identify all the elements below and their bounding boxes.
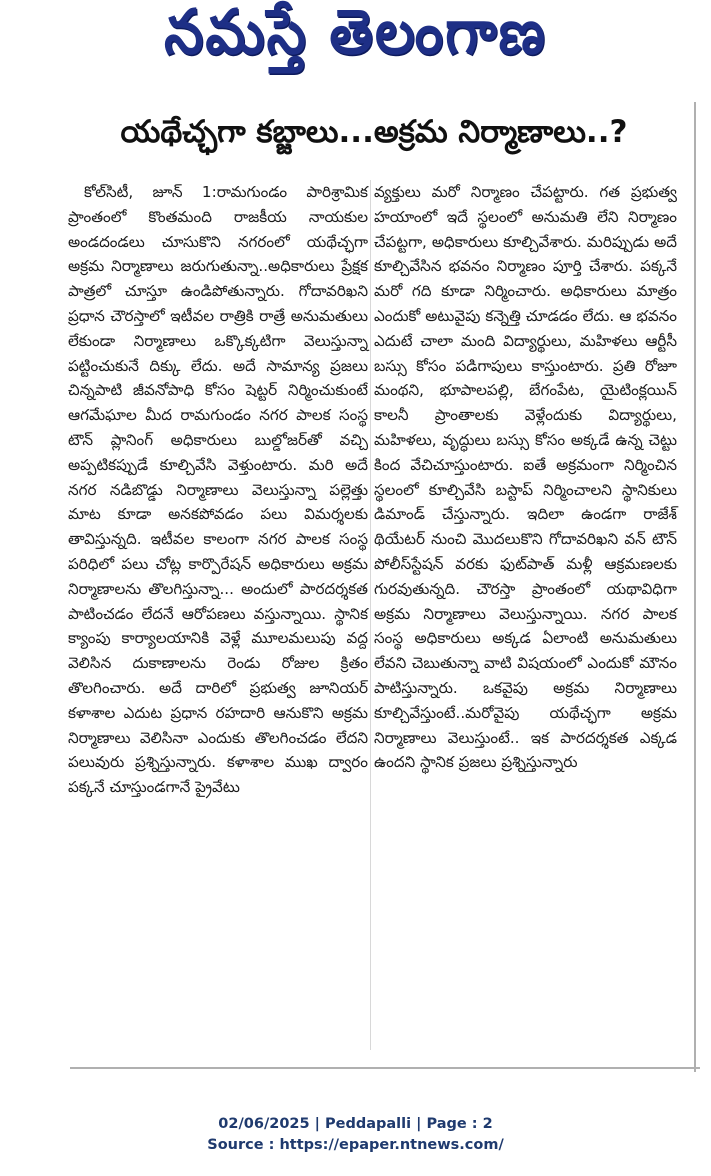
footer-source: Source : https://epaper.ntnews.com/ xyxy=(207,1137,504,1153)
article-column-right: వ్యక్తులు మరో నిర్మాణం చేపట్టారు. గత ప్రభుత్వ హయాంలో ఇదే స్థలంలో అనుమతి లేని నిర్మాణం చేపట్టగా, అధికారులు కూల్చివేశారు. మరిప్పుడు అదే కూల్చివేసిన భవనం నిర్మాణం పూర్తి చేశారు. పక్కనే మరో గది కూడా నిర్మించారు. అధికారులు మాత్రం ఎందుకో అటువైపు కన్నెత్తి చూడడం లేదు. ఆ భవనం ఎదుటే చాలా మంది విద్యార్థులు, మహిళలు ఆర్టీసీ బస్సు కోసం పడిగాపులు కాస్తుంటారు. ప్రతి రోజూ మంథని, భూపాలపల్లి, బేగంపేట, యైటింక్లయిన్ కాలనీ ప్రాంతాలకు వెళ్లేందుకు విద్యార్థులు, మహిళలు, వృద్ధులు బస్సు కోసం అక్కడే ఉన్న చెట్టు కింద వేచిచూస్తుంటారు. ఐతే అక్రమంగా నిర్మించిన స్థలంలో కూల్చివేసి బస్టాప్ నిర్మించాలని స్థానికులు డిమాండ్ చేస్తున్నారు. ఇదిలా ఉండగా రాజేశ్ థియేటర్ నుంచి మొదలుకొని గోదావరిఖని వన్ టౌన్ పోలీస్‌స్టేషన్ వరకు ఫుట్‌పాత్ మళ్లీ ఆక్రమణలకు గురవుతున్నది. చౌరస్తా ప్రాంతంలో యథావిధిగా అక్రమ నిర్మాణాలు వెలుస్తున్నాయి. నగర పాలక సంస్థ అధికారులు అక్కడ ఏలాంటి అనుమతులు లేవని చెబుతున్నా వాటి విషయంలో ఎందుకో మౌనం పాటిస్తున్నారు. ఒకవైపు అక్రమ నిర్మాణాలు కూల్చివేస్తుంటే..మరోవైపు యథేచ్ఛగా అక్రమ నిర్మాణాలు వెలుస్తుంటే.. ఇక పారదర్శకత ఎక్కడ ఉందని స్థానిక ప్రజలు ప్రశ్నిస్తున్నారు xyxy=(374,183,677,772)
footer-date-edition-page: 02/06/2025 | Peddapalli | Page : 2 xyxy=(218,1116,493,1132)
article-column-left: కోల్‌సిటీ, జూన్ 1:రామగుండం పారిశ్రామిక ప్రాంతంలో కొంతమంది రాజకీయ నాయకుల అండదండలు చూసుకొని నగరంలో యథేచ్ఛగా అక్రమ నిర్మాణాలు జరుగుతున్నా..అధికారులు ప్రేక్షక పాత్రలో చూస్తూ ఉండిపోతున్నారు. గోదావరిఖని ప్రధాన చౌరస్తాలో ఇటీవల రాత్రికి రాత్రే అనుమతులు లేకుండా నిర్మాణాలు ఒక్కొక్కటిగా వెలుస్తున్నా పట్టించుకునే దిక్కు లేదు. అదే సామాన్య ప్రజలు చిన్నపాటి జీవనోపాధి కోసం షెట్టర్ నిర్మించుకుంటే ఆగమేఘాల మీద రామగుండం నగర పాలక సంస్థ టౌన్ ప్లానింగ్ అధికారులు బుల్డోజర్‌తో వచ్చి అప్పటికప్పుడే కూల్చివేసి వెళ్తుంటారు. మరి అదే నగర నడిబొడ్డు నిర్మాణాలు వెలుస్తున్నా పల్లెత్తు మాట కూడా అనకపోవడం పలు విమర్శలకు తావిస్తున్నది. ఇటీవల కాలంగా నగర పాలక సంస్థ పరిధిలో పలు చోట్ల కార్పొరేషన్ అధికారులు అక్రమ నిర్మాణాలను తొలగిస్తున్నా... అందులో పారదర్శకత పాటించడం లేదనే ఆరోపణలు వస్తున్నాయి. స్థానిక క్యాంపు కార్యాలయానికి వెళ్లే మూలమలుపు వద్ద వెలిసిన దుకాణాలను రెండు రోజుల క్రితం తొలగించారు. అదే దారిలో ప్రభుత్వ జూనియర్ కళాశాల ఎదుట ప్రధాన రహదారి ఆనుకొని అక్రమ నిర్మాణాలు వెలిసినా ఎందుకు తొలగించడం లేదని పలువురు ప్రశ్నిస్తున్నారు. కళాశాల ముఖ ద్వారం పక్కనే చూస్తుండగానే ప్రైవేటు xyxy=(68,183,368,797)
clip-frame-right-border xyxy=(694,102,696,1072)
clip-frame-bottom-border xyxy=(70,1067,700,1069)
article-headline: యథేచ్ఛగా కబ్జాలు...అక్రమ నిర్మాణాలు..? xyxy=(120,114,628,150)
newspaper-masthead xyxy=(0,0,711,80)
column-divider xyxy=(370,180,371,1050)
masthead-title: నమస్తే తెలంగాణ xyxy=(164,0,547,69)
